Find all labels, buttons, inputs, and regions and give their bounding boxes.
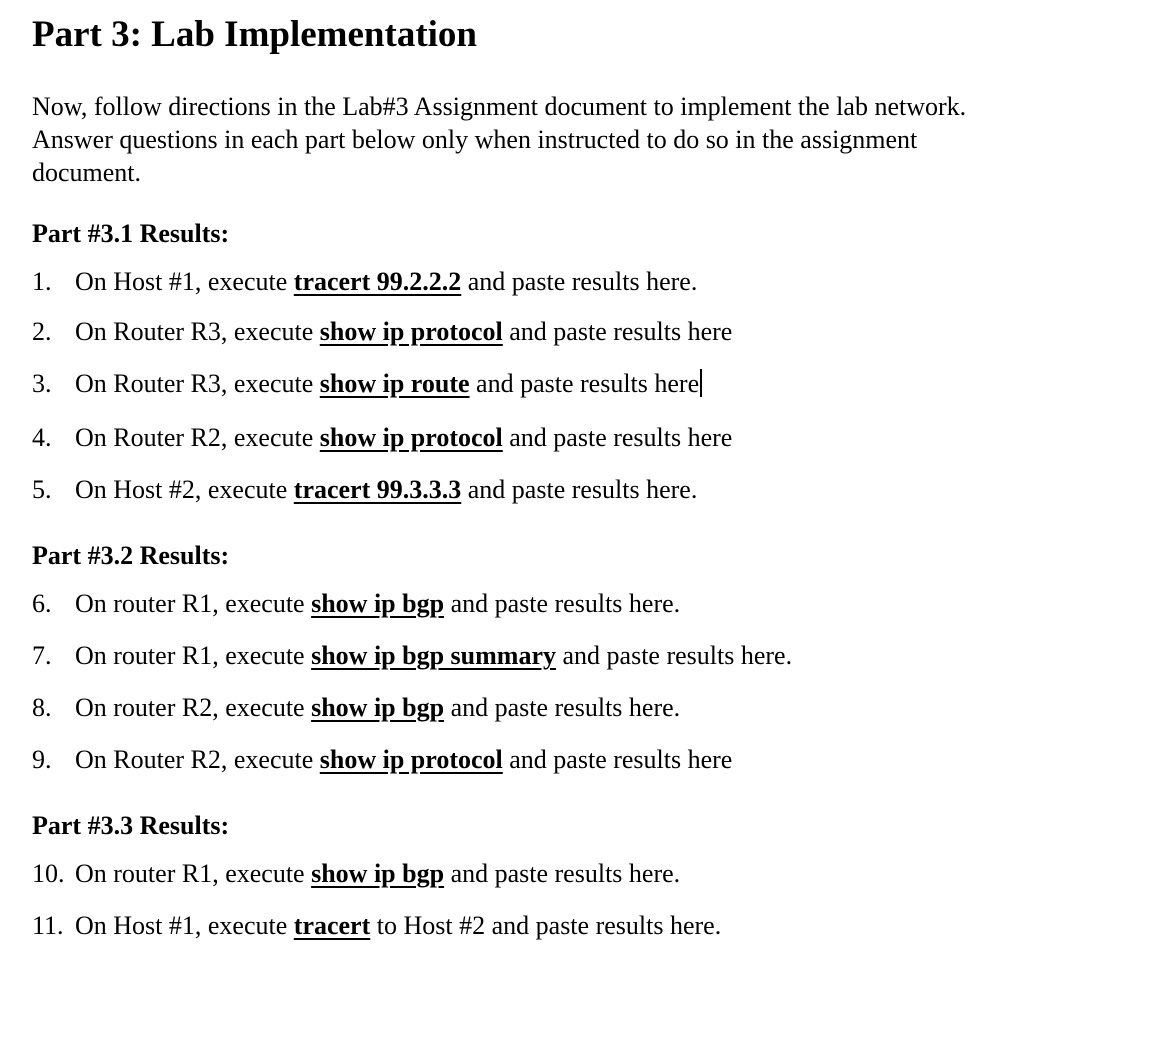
item-text-post: and paste results here. [444,859,681,888]
item-text-pre: On router R1, execute [75,641,312,670]
item-number: 8. [32,693,52,722]
item-text-pre: On Router R2, execute [75,423,320,452]
item-text-pre: On Host #2, execute [75,475,294,504]
item-command: show ip bgp [311,859,445,888]
list-item [32,692,680,724]
item-number: 6. [32,589,52,618]
list-item [32,266,697,298]
item-text-pre: On Host #1, execute [75,267,294,296]
text-cursor [700,369,702,397]
item-text-post: and paste results here. [461,475,698,504]
list-item [32,316,732,348]
item-command: show ip route [319,369,470,398]
item-text-post: and paste results here [502,423,733,452]
item-text-pre: On router R1, execute [75,589,312,618]
item-command: tracert 99.3.3.3 [293,475,462,504]
item-text-post: and paste results here [469,369,700,398]
section-heading-3-3: Part #3.3 Results: [32,811,230,840]
item-text-pre: On router R1, execute [75,859,312,888]
item-command: show ip bgp [311,693,445,722]
list-item [32,422,732,454]
list-item [32,640,792,672]
list-item [32,910,721,942]
item-text-pre: On Router R2, execute [75,745,320,774]
item-command: show ip protocol [319,745,503,774]
item-number: 11. [32,911,64,940]
item-text-pre: On Router R3, execute [75,317,320,346]
intro-paragraph: Now, follow directions in the Lab#3 Assignment document to implement the lab network. Answer questions in each part below only when instructed to do so in the assignment document. [32,92,967,187]
item-number: 10. [32,859,65,888]
item-command: show ip bgp summary [311,641,556,670]
item-number: 1. [32,267,52,296]
item-text-post: and paste results here. [444,589,681,618]
list-item [32,474,697,506]
item-command: tracert [293,911,371,940]
list-item [32,588,680,620]
item-command: show ip protocol [319,317,503,346]
item-command: tracert 99.2.2.2 [293,267,462,296]
item-text-post: and paste results here [502,745,733,774]
item-command: show ip protocol [319,423,503,452]
list-item [32,368,702,400]
item-number: 7. [32,641,52,670]
item-text-pre: On Router R3, execute [75,369,320,398]
item-number: 5. [32,475,52,504]
item-number: 9. [32,745,52,774]
section-heading-3-2: Part #3.2 Results: [32,541,230,570]
item-text-pre: On Host #1, execute [75,911,294,940]
item-number: 2. [32,317,52,346]
item-number: 4. [32,423,52,452]
section-heading-3-1: Part #3.1 Results: [32,219,230,248]
item-text-post: and paste results here [502,317,733,346]
item-text-post: and paste results here. [461,267,698,296]
item-text-post: and paste results here. [556,641,793,670]
item-text-post: to Host #2 and paste results here. [370,911,722,940]
item-text-post: and paste results here. [444,693,681,722]
list-item [32,744,732,776]
item-text-pre: On router R2, execute [75,693,312,722]
item-number: 3. [32,369,52,398]
list-item [32,858,680,890]
item-command: show ip bgp [311,589,445,618]
page-title: Part 3: Lab Implementation [32,14,477,55]
